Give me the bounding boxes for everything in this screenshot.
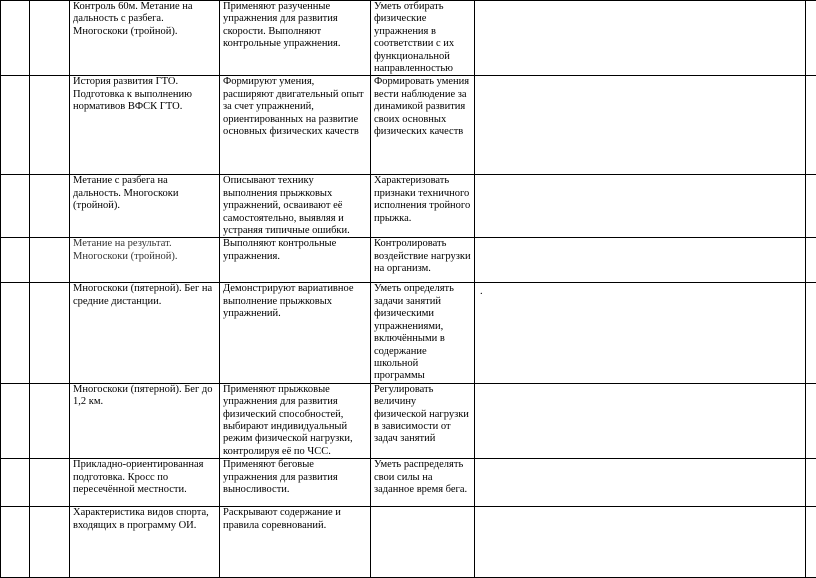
- number-cell: [1, 459, 30, 507]
- topic-cell: Прикладно-ориентированная подготовка. Кросс по пересечённой местности.: [70, 459, 220, 507]
- note-cell: [475, 76, 806, 175]
- number-cell: [1, 383, 30, 458]
- result-cell: Уметь определять задачи занятий физическими упражнениями, включёнными в содержание школьной программы: [371, 283, 475, 383]
- note-cell: [475, 175, 806, 238]
- date-cell: [30, 459, 70, 507]
- number-cell: [1, 1, 30, 76]
- table-row: [1, 459, 816, 507]
- note-cell: [475, 283, 806, 383]
- table-row: [1, 238, 816, 283]
- result-cell: Уметь отбирать физические упражнения в соответствии с их функциональной направленностью: [371, 1, 475, 76]
- date-cell: [30, 1, 70, 76]
- note-cell: [475, 459, 806, 507]
- extra-cell: [806, 175, 816, 238]
- table-row: [1, 283, 816, 383]
- extra-cell: [806, 1, 816, 76]
- table-row: [1, 175, 816, 238]
- activity-cell: Формируют умения, расширяют двигательный опыт за счет упражнений, ориентированных на развитие основных физических качеств: [220, 76, 371, 175]
- note-cell: [475, 238, 806, 283]
- note-mark: .: [480, 286, 483, 298]
- extra-cell: [806, 238, 816, 283]
- table-row: [1, 383, 816, 458]
- topic-cell: Метание на результат. Многоскоки (тройной).: [70, 238, 220, 283]
- activity-cell: Применяют беговые упражнения для развития выносливости.: [220, 459, 371, 507]
- note-cell: [475, 507, 806, 578]
- activity-cell: Демонстрируют вариативное выполнение прыжковых упражнений.: [220, 283, 371, 383]
- topic-cell: Метание с разбега на дальность. Многоскоки (тройной).: [70, 175, 220, 238]
- result-cell: Регулировать величину физической нагрузки в зависимости от задач занятий: [371, 383, 475, 458]
- activity-cell: Применяют прыжковые упражнения для развития физический способностей, выбирают индивидуальный режим физической нагрузки, контролируя её по ЧСС.: [220, 383, 371, 458]
- activity-cell: Выполняют контрольные упражнения.: [220, 238, 371, 283]
- number-cell: [1, 283, 30, 383]
- table-row: [1, 1, 816, 76]
- number-cell: [1, 238, 30, 283]
- result-cell: Характеризовать признаки техничного исполнения тройного прыжка.: [371, 175, 475, 238]
- activity-cell: Раскрывают содержание и правила соревнований.: [220, 507, 371, 578]
- number-cell: [1, 76, 30, 175]
- date-cell: [30, 507, 70, 578]
- topic-cell: Контроль 60м. Метание на дальность с разбега. Многоскоки (тройной).: [70, 1, 220, 76]
- number-cell: [1, 507, 30, 578]
- note-cell: [475, 1, 806, 76]
- extra-cell: [806, 507, 816, 578]
- result-cell: Формировать умения вести наблюдение за динамикой развития своих основных физических качеств: [371, 76, 475, 175]
- topic-cell: Характеристика видов спорта, входящих в программу ОИ.: [70, 507, 220, 578]
- date-cell: [30, 383, 70, 458]
- extra-cell: [806, 383, 816, 458]
- date-cell: [30, 76, 70, 175]
- extra-cell: [806, 76, 816, 175]
- activity-cell: Применяют разученные упражнения для развития скорости. Выполняют контрольные упражнения.: [220, 1, 371, 76]
- result-cell: [371, 507, 475, 578]
- topic-cell: История развития ГТО. Подготовка к выполнению нормативов ВФСК ГТО.: [70, 76, 220, 175]
- extra-cell: [806, 459, 816, 507]
- date-cell: [30, 175, 70, 238]
- topic-cell: Многоскоки (пятерной). Бег до 1,2 км.: [70, 383, 220, 458]
- date-cell: [30, 283, 70, 383]
- topic-cell: Многоскоки (пятерной). Бег на средние дистанции.: [70, 283, 220, 383]
- activity-cell: Описывают технику выполнения прыжковых упражнений, осваивают её самостоятельно, выявляя и устраняя типичные ошибки.: [220, 175, 371, 238]
- table-row: [1, 76, 816, 175]
- number-cell: [1, 175, 30, 238]
- date-cell: [30, 238, 70, 283]
- table-row: [1, 507, 816, 578]
- result-cell: Уметь распределять свои силы на заданное время бега.: [371, 459, 475, 507]
- extra-cell: [806, 283, 816, 383]
- note-cell: [475, 383, 806, 458]
- result-cell: Контролировать воздействие нагрузки на организм.: [371, 238, 475, 283]
